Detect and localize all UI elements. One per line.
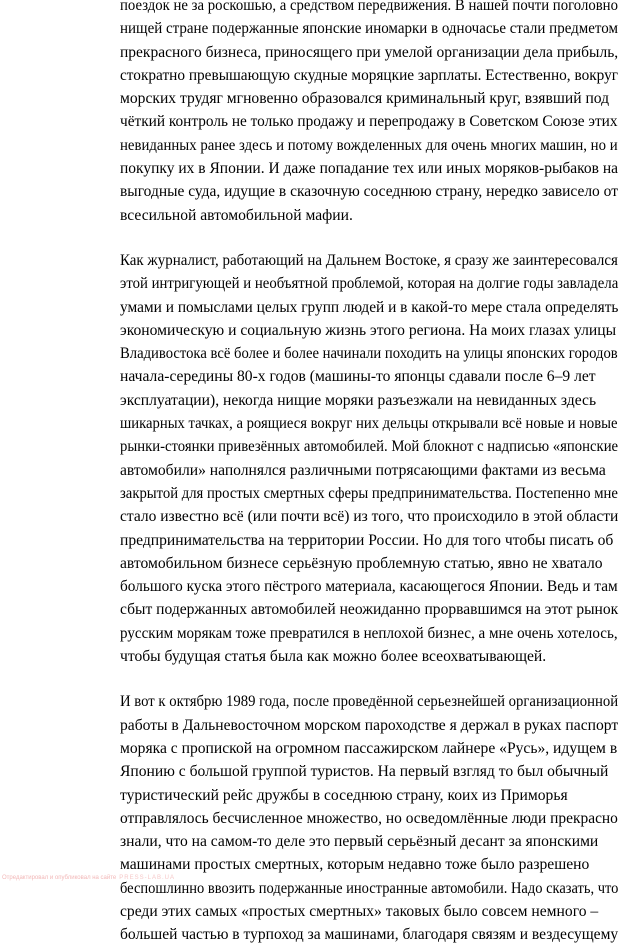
page-footer [2, 874, 175, 882]
text-line: стало известно всё (или почти всё) из того, что происходило в этой области [120, 508, 619, 526]
footer-text: Отредактировал и опубликовал на сайте [2, 875, 117, 881]
text-line: поездок не за роскошью, а средством передвижения. В нашей почти поголовно [120, 0, 618, 14]
text-line: среди этих самых «простых смертных» таковых было совсем немного – [120, 902, 599, 920]
text-line: прекрасного бизнеса, приносящего при умелой организации дела прибыль, [120, 43, 619, 61]
text-line: морских трудяг мгновенно образовался криминальный круг, взявший под [120, 90, 610, 108]
text-line: большого куска этого пёстрого материала, касающегося Японии. Ведь и там [120, 578, 618, 596]
text-line: всесильной автомобильной мафии. [120, 206, 353, 224]
text-line: сбыт подержанных автомобилей неожиданно прорвавшимся на этот рынок [120, 601, 619, 619]
text-line: закрытой для простых смертных сферы предпринимательства. Постепенно мне [120, 484, 618, 502]
text-line: отправлялось бесчисленное множество, но осведомлённые люди прекрасно [120, 809, 618, 827]
text-line: эксплуатации), некогда нищие моряки разъезжали на невиданных здесь [120, 391, 597, 409]
text-line: автомобили» наполнялся различными потрясающими фактами из весьма [120, 461, 606, 479]
text-line: работы в Дальневосточном морском пароходстве я держал в руках паспорт [120, 716, 619, 734]
text-line: умами и помыслами целых групп людей и в какой-то мере стала определять [120, 298, 619, 316]
text-line: Владивостока всё более и более начинали походить на улицы японских городов [120, 345, 618, 363]
text-line: начала-середины 80-х годов (машины-то японцы сдавали после 6–9 лет [120, 368, 596, 386]
text-line: автомобильном бизнесе серьёзную проблемную статью, явно не хватало [120, 554, 603, 572]
footer-link[interactable]: PRESS-LAB.UA [119, 875, 175, 881]
text-line: чёткий контроль не только продажу и перепродажу в Советском Союзе этих [120, 113, 618, 131]
paragraph-3 [120, 690, 618, 946]
text-line: Как журналист, работающий на Дальнем Востоке, я сразу же заинтересовался [120, 251, 618, 269]
text-line: предпринимательства на территории России. Но для того чтобы писать об [120, 531, 614, 549]
text-line: знали, что на самом-то деле это первый серьёзный десант за японскими [120, 833, 599, 851]
text-line: выгодные суда, идущие в сказочную соседнюю страну, нередко зависело от [120, 183, 618, 201]
text-line: покупку их в Японии. И даже попадание тех или иных моряков-рыбаков на [120, 160, 619, 178]
text-line: беспошлинно ввозить подержанные иностранные автомобили. Надо сказать, что [120, 879, 619, 897]
text-line: стократно превышающую скудные моряцкие зарплаты. Естественно, вокруг [120, 66, 619, 84]
text-line: И вот к октябрю 1989 года, после проведённой серьезнейшей организационной [120, 693, 619, 711]
text-line: невиданных ранее здесь и потому вожделенных для очень многих машин, но и [120, 136, 618, 154]
paragraph-1 [120, 0, 618, 227]
text-line: рынки-стоянки привезённых автомобилей. Мой блокнот с надписью «японские [120, 438, 619, 456]
text-line: большей частью в турпоход за машинами, благодаря связям и вездесущему [120, 926, 619, 944]
text-line: Японию с большой группой туристов. На первый взгляд то был обычный [120, 763, 609, 781]
text-line: экономическую и социальную жизнь этого региона. На моих глазах улицы [120, 321, 617, 339]
text-line: шикарных тачках, а роящиеся вокруг них дельцы открывали всё новые и новые [120, 415, 618, 433]
text-line: моряка с пропиской на огромном пассажирском лайнере «Русь», идущем в [120, 739, 618, 757]
paragraph-2 [120, 249, 618, 668]
document-page [120, 0, 618, 947]
text-line: этой интригующей и необъятной проблемой, которая на долгие годы завладела [120, 275, 619, 293]
text-line: русским морякам тоже превратился в неплохой бизнес, а мне очень хотелось, [120, 624, 618, 642]
text-line: чтобы будущая статья была как можно более всеохватывающей. [120, 648, 547, 666]
text-line: нищей стране подержанные японские иномарки в одночасье стали предметом [120, 20, 618, 38]
text-line: туристический рейс дружбы в соседнюю страну, коих из Приморья [120, 786, 568, 804]
text-line: машинами простых смертных, которым недавно тоже было разрешено [120, 856, 590, 874]
